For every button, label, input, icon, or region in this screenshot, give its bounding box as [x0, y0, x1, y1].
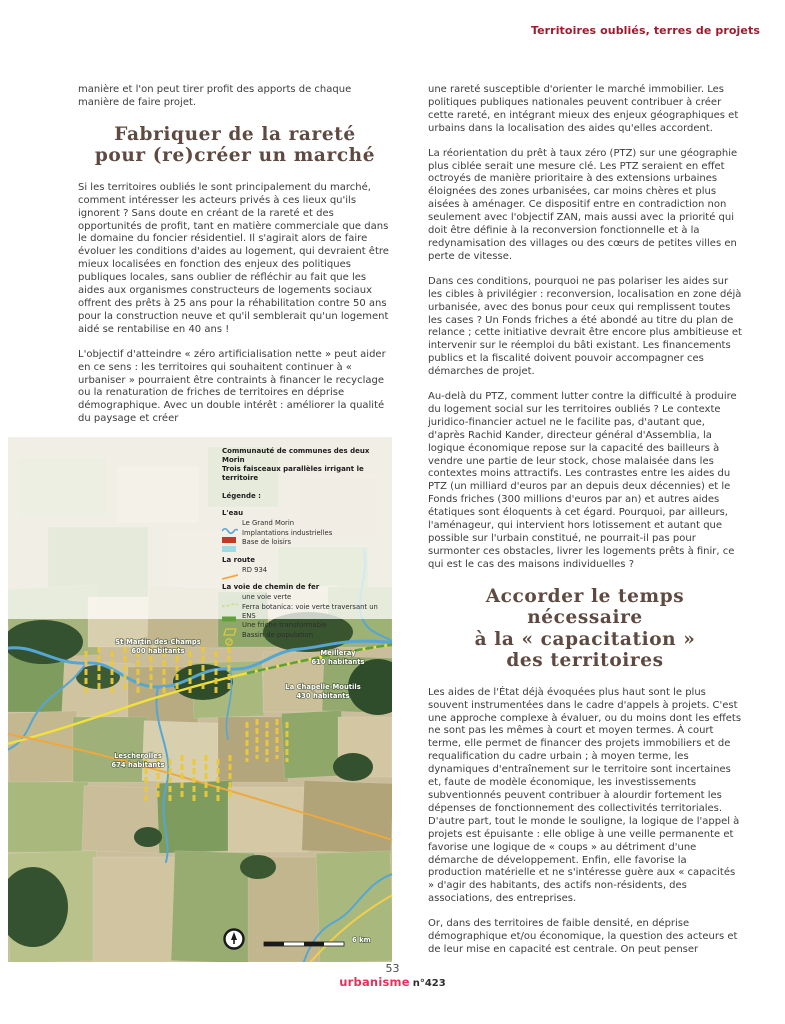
section-heading-capacitation	[428, 586, 742, 672]
bassin-circle-icon	[222, 631, 238, 639]
article-right-column	[428, 84, 742, 969]
legend-title: Communauté de communes des deux Morin	[222, 447, 370, 464]
legend-group-water: L'eau Le Grand Morin Implantations industrielles Base de loisirs	[222, 509, 388, 547]
scale-label: 6 km	[352, 936, 371, 944]
friche-outline-icon	[222, 621, 238, 629]
greenway-line-icon	[222, 594, 238, 602]
legend-item: RD 934	[222, 566, 388, 575]
legend-item: une voie verte	[222, 593, 388, 602]
running-head: Territoires oubliés, terres de projets	[530, 24, 760, 37]
magazine-footer-line	[0, 975, 785, 991]
section-heading-rarete	[78, 124, 392, 167]
territory-map	[8, 437, 392, 962]
map-place-label: St-Martin-des-Champs	[115, 638, 201, 646]
paragraph: manière et l'on peut tirer profit des apports de chaque manière de faire projet.	[78, 84, 352, 108]
legend-group-rail: La voie de chemin de fer une voie verte Ferra botanica: voie verte traversant un ENS Une friche transformable Bassin de population	[222, 583, 388, 639]
legend-item: Bassin de population	[222, 631, 388, 640]
paragraph: La réorientation du prêt à taux zéro (PTZ) sur une géographie plus ciblée serait une mesure clé. Les PTZ seraient en effet octroyés de manière prioritaire à des extensions urbaines éloignées des zones urbanisées, car moins chères et plus aisées à aménager. Ce dispositif entre en contradiction non seulement avec l'objectif ZAN, mais aussi avec la priorité qui doit être définie à la reconversion fonctionnelle et à la redynamisation des villages ou des cœurs de petites villes en perte de vitesse.	[428, 147, 738, 262]
paragraph: Si les territoires oubliés le sont principalement du marché, comment intéresser les acteurs privés à ces lieux qu'ils ignorent ? Sans doute en créant de la rareté et des opportunités de profit, tant en matière commerciale que dans le domaine du foncier résidentiel. Il s'agirait alors de faire évoluer les conditions d'aides au logement, qui devraient être mieux localisées en fonction des enjeux des politiques publiques locales, sans oublier de réfléchir au fait que les aides aux organismes constructeurs de logements sociaux offrent des prêts à 25 ans pour la réhabilitation contre 50 ans pour la construction neuve et qu'il semblerait qu'un logement aidé se rentabilise en 40 ans !	[78, 181, 389, 335]
paragraph: Dans ces conditions, pourquoi ne pas polariser les aides sur les cibles à privilégier : reconversion, localisation en zone déjà urbanisée, avec des bonus pour ceux qui remplissent toutes les cases ? Un Fonds friches a été abondé au titre du plan de relance ; cette initiative devrait être encore plus ambitieuse et intervenir sur le réemploi du bâti existant. Les financements publics et la fiscalité doivent pouvoir accompagner ces démarches de projet.	[428, 275, 742, 378]
map-place-population: 674 habitants	[111, 761, 165, 769]
paragraph: une rareté susceptible d'orienter le marché immobilier. Les politiques publiques nationales peuvent contribuer à créer cette rareté, en intégrant mieux des enjeux géographiques et urbains dans la localisation des aides qu'elles accordent.	[428, 84, 739, 134]
page-number: 53	[385, 962, 400, 975]
legend-item: Implantations industrielles	[222, 529, 388, 538]
industrial-swatch-icon	[222, 529, 238, 537]
legend-group-road: La route RD 934	[222, 556, 388, 575]
paragraph: L'objectif d'atteindre « zéro artificialisation nette » peut aider en ce sens : les territoires qui souhaitent continuer à « urbaniser » pourraient être contraints à financer le recyclage ou la renaturation de friches de territoires en déprise démographique. Avec un double intérêt : améliorer la qualité du paysage et créer	[78, 348, 386, 425]
map-place-label: Meilleray	[320, 649, 356, 657]
article-left-column	[78, 84, 392, 438]
map-place-population: 430 habitants	[296, 692, 350, 700]
map-place-label: La Chapelle-Moutils	[285, 683, 361, 691]
heading-line: Accorder le temps nécessaire	[485, 585, 685, 629]
leisure-swatch-icon	[222, 538, 238, 546]
paragraph: Au-delà du PTZ, comment lutter contre la difficulté à produire du logement social sur les territoires oubliés ? Le contexte juridico-financier actuel ne le facilite pas, d'autant que, d'après Rachid Kander, directeur général d'Assemblia, la logique économique repose sur la capacité des bailleurs à vendre une partie de leur stock, chose malaisée dans les contextes moins attractifs. Les contrastes entre les aides du PTZ (un milliard d'euros par an depuis deux décennies) et le Fonds friches (300 millions d'euros par an) et autres aides étatiques sont éloquents à cet égard. Pourquoi, par ailleurs, l'aménageur, qui intervient hors lotissement et autant que possible sur l'urbain constitué, ne pourrait-il pas pour surmonter ces obstacles, livrer les logements prêts à finir, ce qui est le cas des maisons individuelles ?	[428, 391, 737, 570]
north-compass-icon	[225, 930, 244, 949]
heading-line: pour (re)créer un marché	[94, 145, 376, 167]
paragraph: Les aides de l'État déjà évoquées plus haut sont le plus souvent instrumentées dans le cadre d'appels à projets. C'est une approche complexe à évaluer, ou du moins dont les effets ne sont pas les mêmes à court et moyen termes. À court terme, elle permet de financer des projets immobiliers et de requalification du cadre urbain ; à moyen terme, les dynamiques d'entraînement sur le territoire sont incertaines et, faute de modèle économique, les investissements subventionnés peuvent contribuer à alourdir fortement les dépenses de fonctionnement des collectivités territoriales. D'autre part, tout le monde le souligne, la logique de l'appel à projets est épuisante : elle oblige à une veille permanente et favorise une logique de « coups » au détriment d'une démarche de développement. Enfin, elle favorise la production matérielle et ne s'intéresse guère aux « capacités » d'agir des habitants, des actifs non-résidents, des associations, des entreprises.	[428, 686, 742, 905]
legend-title: Trois faisceaux parallèles irrigant le territoire	[222, 465, 364, 482]
page-footer	[0, 962, 785, 991]
map-legend	[222, 447, 388, 639]
ferra-swatch-icon	[222, 608, 238, 616]
map-place-population: 610 habitants	[311, 658, 365, 666]
legend-item: Base de loisirs	[222, 538, 388, 547]
river-wave-icon	[222, 519, 238, 527]
heading-line: Fabriquer de la rareté	[114, 123, 356, 145]
legend-item: Ferra botanica: voie verte traversant un ENS	[222, 603, 388, 620]
heading-line: à la « capacitation »	[474, 628, 696, 650]
magazine-name: urbanisme	[339, 975, 410, 989]
road-line-icon	[222, 566, 238, 574]
legend-label: Légende :	[222, 492, 261, 500]
paragraph: Or, dans des territoires de faible densité, en déprise démographique et/ou économique, la question des acteurs et de leur mise en capacité est centrale. On peut penser	[428, 918, 738, 955]
map-place-label: Lescherolles	[114, 752, 162, 760]
heading-line: des territoires	[506, 650, 664, 672]
map-place-population: 600 habitants	[131, 647, 185, 655]
legend-item: Une friche transformable	[222, 621, 388, 630]
legend-item: Le Grand Morin	[222, 519, 388, 528]
issue-number: n°423	[412, 978, 446, 989]
